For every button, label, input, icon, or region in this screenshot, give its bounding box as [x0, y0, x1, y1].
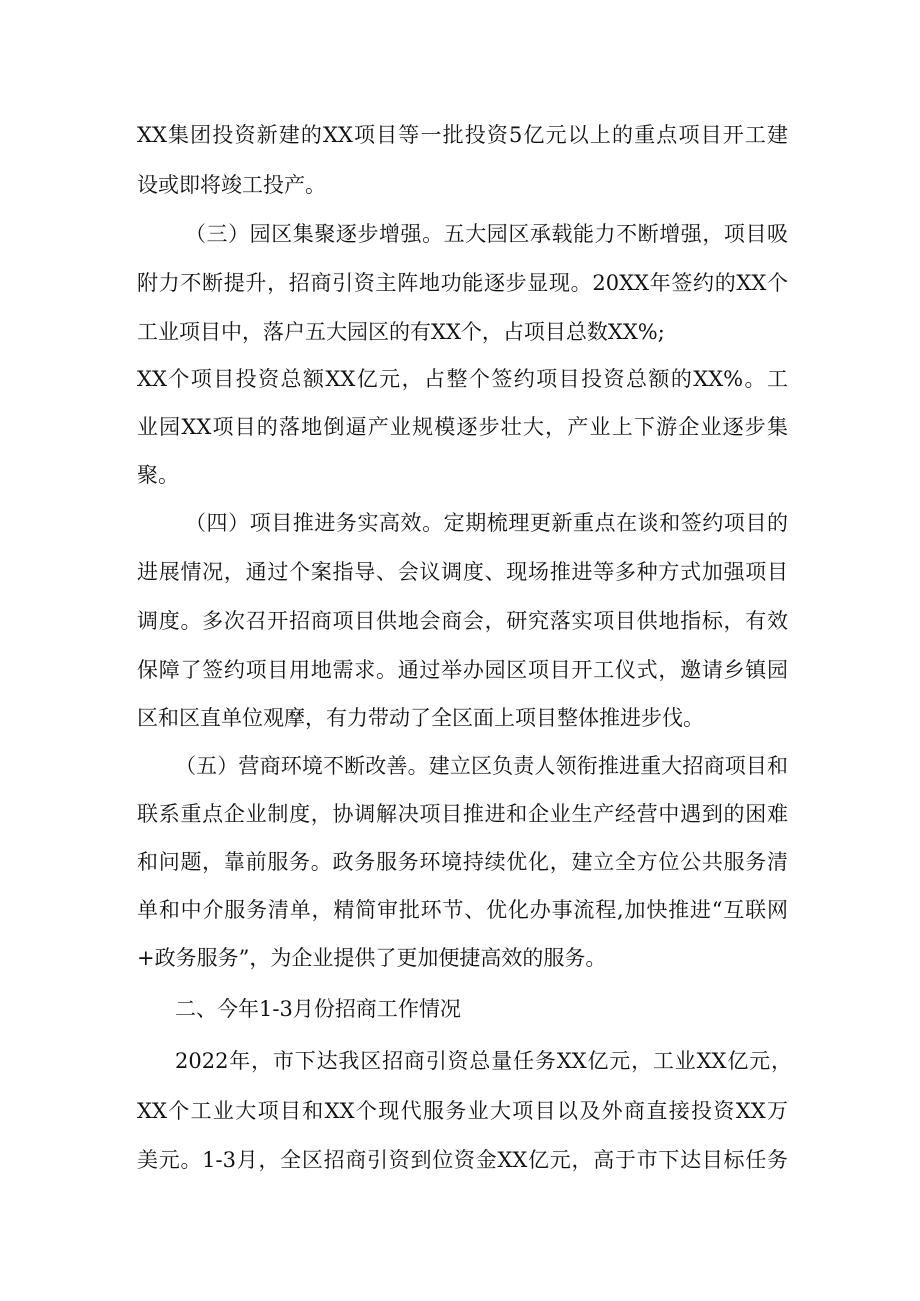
body-text-line: 聚。 [137, 463, 179, 487]
body-text-line: 业园XX项目的落地倒逼产业规模逐步壮大，产业上下游企业逐步集 [137, 415, 788, 439]
body-text-line: +政务服务”，为企业提供了更加便捷高效的服务。 [137, 946, 607, 970]
body-text-line: XX个工业大项目和XX个现代服务业大项目以及外商直接投资XX万 [137, 1099, 788, 1123]
body-text-line: XX个项目投资总额XX亿元，占整个签约项目投资总额的XX%。工 [137, 367, 788, 391]
body-text-line: 和问题，靠前服务。政务服务环境持续优化，建立全方位公共服务清 [137, 850, 788, 874]
body-text-line: 美元。1-3月，全区招商引资到位资金XX亿元，高于市下达目标任务 [137, 1148, 788, 1172]
section-heading-line: （四）项目推进务实高效。定期梳理更新重点在谈和签约项目的 [185, 511, 788, 535]
section-heading-line: （五）营商环境不断改善。建立区负责人领衔推进重大招商项目和 [175, 754, 788, 778]
section-heading-line: （三）园区集聚逐步增强。五大园区承载能力不断增强，项目吸 [185, 222, 788, 246]
body-text-line: 区和区直单位观摩，有力带动了全区面上项目整体推进步伐。 [137, 706, 704, 730]
body-text-line: 2022年，市下达我区招商引资总量任务XX亿元，工业XX亿元， [175, 1049, 792, 1073]
body-text-line: 单和中介服务清单，精简审批环节、优化办事流程,加快推进“互联网 [137, 898, 788, 922]
chapter-heading: 二、今年1-3月份招商工作情况 [175, 997, 461, 1021]
body-text-line: XX集团投资新建的XX项目等一批投资5亿元以上的重点项目开工建 [137, 123, 788, 147]
body-text-line: 联系重点企业制度，协调解决项目推进和企业生产经营中遇到的困难 [137, 802, 788, 826]
body-text-line: 附力不断提升，招商引资主阵地功能逐步显现。20XX年签约的XX个 [137, 271, 788, 295]
body-text-line: 保障了签约项目用地需求。通过举办园区项目开工仪式，邀请乡镇园 [137, 658, 788, 682]
body-text-line: 进展情况，通过个案指导、会议调度、现场推进等多种方式加强项目 [137, 560, 788, 584]
body-text-line: 设或即将竣工投产。 [137, 173, 326, 197]
body-text-line: 工业项目中，落户五大园区的有XX个，占项目总数XX%; [137, 320, 665, 344]
body-text-line: 调度。多次召开招商项目供地会商会，研究落实项目供地指标，有效 [137, 609, 788, 633]
